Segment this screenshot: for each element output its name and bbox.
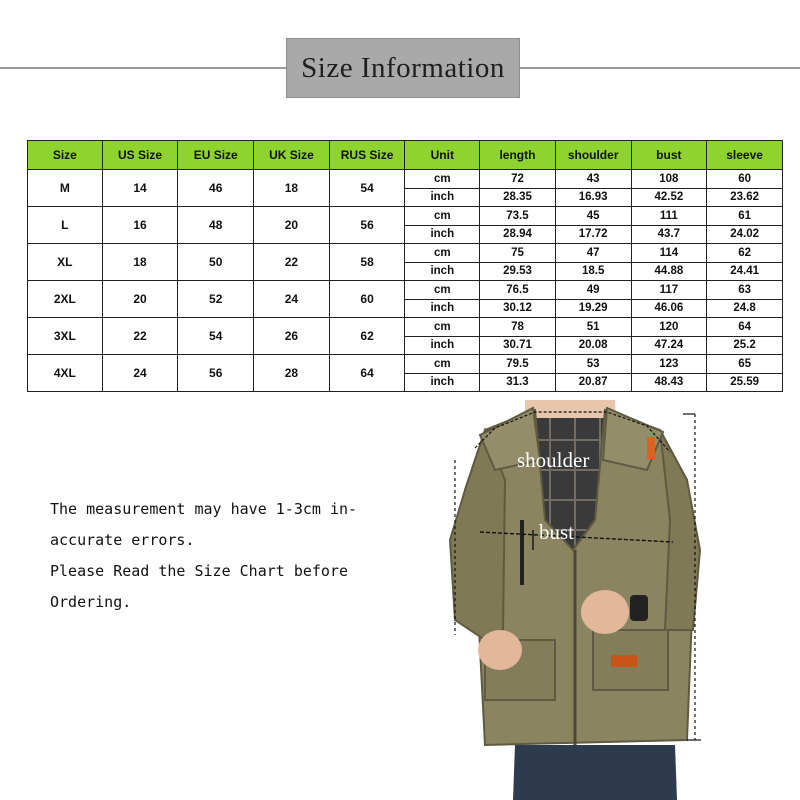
cell-us-size: 16: [102, 207, 178, 244]
col-header-us-size: US Size: [102, 141, 178, 170]
col-header-sleeve: sleeve: [707, 141, 783, 170]
cell-shoulder: 49: [555, 281, 631, 300]
table-header-row: [28, 141, 783, 170]
shoulder-badge: [647, 437, 655, 459]
cell-us-size: 14: [102, 170, 178, 207]
cell-shoulder: 17.72: [555, 225, 631, 244]
cell-bust: 120: [631, 318, 707, 337]
cell-sleeve: 60: [707, 170, 783, 189]
model-jeans: [513, 745, 677, 800]
note-line: accurate errors.: [50, 531, 195, 549]
cell-sleeve: 25.2: [707, 336, 783, 355]
model-left-hand: [478, 630, 522, 670]
cell-unit: cm: [405, 281, 480, 300]
col-header-bust: bust: [631, 141, 707, 170]
cell-shoulder: 45: [555, 207, 631, 226]
cell-bust: 43.7: [631, 225, 707, 244]
cell-size: 4XL: [28, 355, 103, 392]
cell-bust: 114: [631, 244, 707, 263]
col-header-rus-size: RUS Size: [329, 141, 405, 170]
wrist-watch: [630, 595, 648, 621]
length-label: length: [696, 482, 720, 535]
cell-unit: inch: [405, 299, 480, 318]
cell-unit: inch: [405, 188, 480, 207]
cell-sleeve: 23.62: [707, 188, 783, 207]
col-header-size: Size: [28, 141, 103, 170]
cell-shoulder: 20.08: [555, 336, 631, 355]
note-line: The measurement may have 1-3cm in-: [50, 500, 358, 518]
table-row: [28, 170, 783, 189]
jacket-model-illustration: [425, 400, 800, 800]
cell-length: 72: [480, 170, 556, 189]
cell-shoulder: 18.5: [555, 262, 631, 281]
cell-shoulder: 53: [555, 355, 631, 374]
cell-length: 30.12: [480, 299, 556, 318]
cell-rus-size: 62: [329, 318, 405, 355]
cell-uk-size: 28: [254, 355, 330, 392]
page-title: Size Information: [301, 51, 505, 84]
cell-length: 79.5: [480, 355, 556, 374]
col-header-uk-size: UK Size: [254, 141, 330, 170]
cell-shoulder: 16.93: [555, 188, 631, 207]
table-row: [28, 244, 783, 263]
col-header-shoulder: shoulder: [555, 141, 631, 170]
cell-unit: inch: [405, 373, 480, 392]
shoulder-label: shoulder: [517, 448, 590, 472]
cell-shoulder: 47: [555, 244, 631, 263]
cell-shoulder: 19.29: [555, 299, 631, 318]
cell-unit: inch: [405, 336, 480, 355]
cell-sleeve: 63: [707, 281, 783, 300]
cell-unit: cm: [405, 170, 480, 189]
bust-label: bust: [539, 520, 575, 544]
cell-length: 28.94: [480, 225, 556, 244]
size-chart-table: [27, 140, 783, 392]
cell-uk-size: 22: [254, 244, 330, 281]
cell-bust: 117: [631, 281, 707, 300]
cell-sleeve: 24.8: [707, 299, 783, 318]
cell-length: 31.3: [480, 373, 556, 392]
cell-sleeve: 61: [707, 207, 783, 226]
cell-eu-size: 56: [178, 355, 254, 392]
cell-uk-size: 26: [254, 318, 330, 355]
cell-unit: inch: [405, 262, 480, 281]
table-row: [28, 355, 783, 374]
col-header-unit: Unit: [405, 141, 480, 170]
cell-rus-size: 60: [329, 281, 405, 318]
cell-eu-size: 46: [178, 170, 254, 207]
cell-sleeve: 62: [707, 244, 783, 263]
cell-size: 3XL: [28, 318, 103, 355]
cell-us-size: 20: [102, 281, 178, 318]
table-row: [28, 281, 783, 300]
cell-size: 2XL: [28, 281, 103, 318]
cell-bust: 46.06: [631, 299, 707, 318]
cell-shoulder: 20.87: [555, 373, 631, 392]
pocket-badge: [611, 655, 637, 667]
cell-bust: 42.52: [631, 188, 707, 207]
cell-bust: 111: [631, 207, 707, 226]
cell-sleeve: 25.59: [707, 373, 783, 392]
sleeve-label: sleeve: [430, 495, 454, 548]
cell-uk-size: 24: [254, 281, 330, 318]
cell-length: 78: [480, 318, 556, 337]
col-header-length: length: [480, 141, 556, 170]
cell-unit: inch: [405, 225, 480, 244]
cell-uk-size: 20: [254, 207, 330, 244]
cell-length: 29.53: [480, 262, 556, 281]
cell-us-size: 22: [102, 318, 178, 355]
cell-size: L: [28, 207, 103, 244]
cell-shoulder: 43: [555, 170, 631, 189]
model-right-hand: [581, 590, 629, 634]
cell-unit: cm: [405, 318, 480, 337]
cell-size: M: [28, 170, 103, 207]
cell-unit: cm: [405, 207, 480, 226]
cell-eu-size: 54: [178, 318, 254, 355]
cell-eu-size: 52: [178, 281, 254, 318]
cell-sleeve: 24.41: [707, 262, 783, 281]
cell-rus-size: 56: [329, 207, 405, 244]
cell-rus-size: 58: [329, 244, 405, 281]
cell-bust: 47.24: [631, 336, 707, 355]
cell-bust: 44.88: [631, 262, 707, 281]
cell-unit: cm: [405, 244, 480, 263]
cell-rus-size: 54: [329, 170, 405, 207]
col-header-eu-size: EU Size: [178, 141, 254, 170]
cell-eu-size: 50: [178, 244, 254, 281]
cell-bust: 48.43: [631, 373, 707, 392]
cell-us-size: 18: [102, 244, 178, 281]
cell-sleeve: 65: [707, 355, 783, 374]
cell-eu-size: 48: [178, 207, 254, 244]
note-line: Ordering.: [50, 593, 132, 611]
cell-uk-size: 18: [254, 170, 330, 207]
measurement-note: [50, 494, 380, 618]
cell-bust: 108: [631, 170, 707, 189]
cell-bust: 123: [631, 355, 707, 374]
note-line: Please Read the Size Chart before: [50, 562, 349, 580]
cell-length: 75: [480, 244, 556, 263]
cell-size: XL: [28, 244, 103, 281]
cell-length: 30.71: [480, 336, 556, 355]
cell-rus-size: 64: [329, 355, 405, 392]
cell-sleeve: 24.02: [707, 225, 783, 244]
cell-length: 73.5: [480, 207, 556, 226]
table-row: [28, 207, 783, 226]
table-row: [28, 318, 783, 337]
jacket-model-image: [425, 400, 800, 800]
cell-us-size: 24: [102, 355, 178, 392]
cell-length: 28.35: [480, 188, 556, 207]
cell-shoulder: 51: [555, 318, 631, 337]
header-title-box: [286, 38, 520, 98]
cell-unit: cm: [405, 355, 480, 374]
cell-length: 76.5: [480, 281, 556, 300]
cell-sleeve: 64: [707, 318, 783, 337]
